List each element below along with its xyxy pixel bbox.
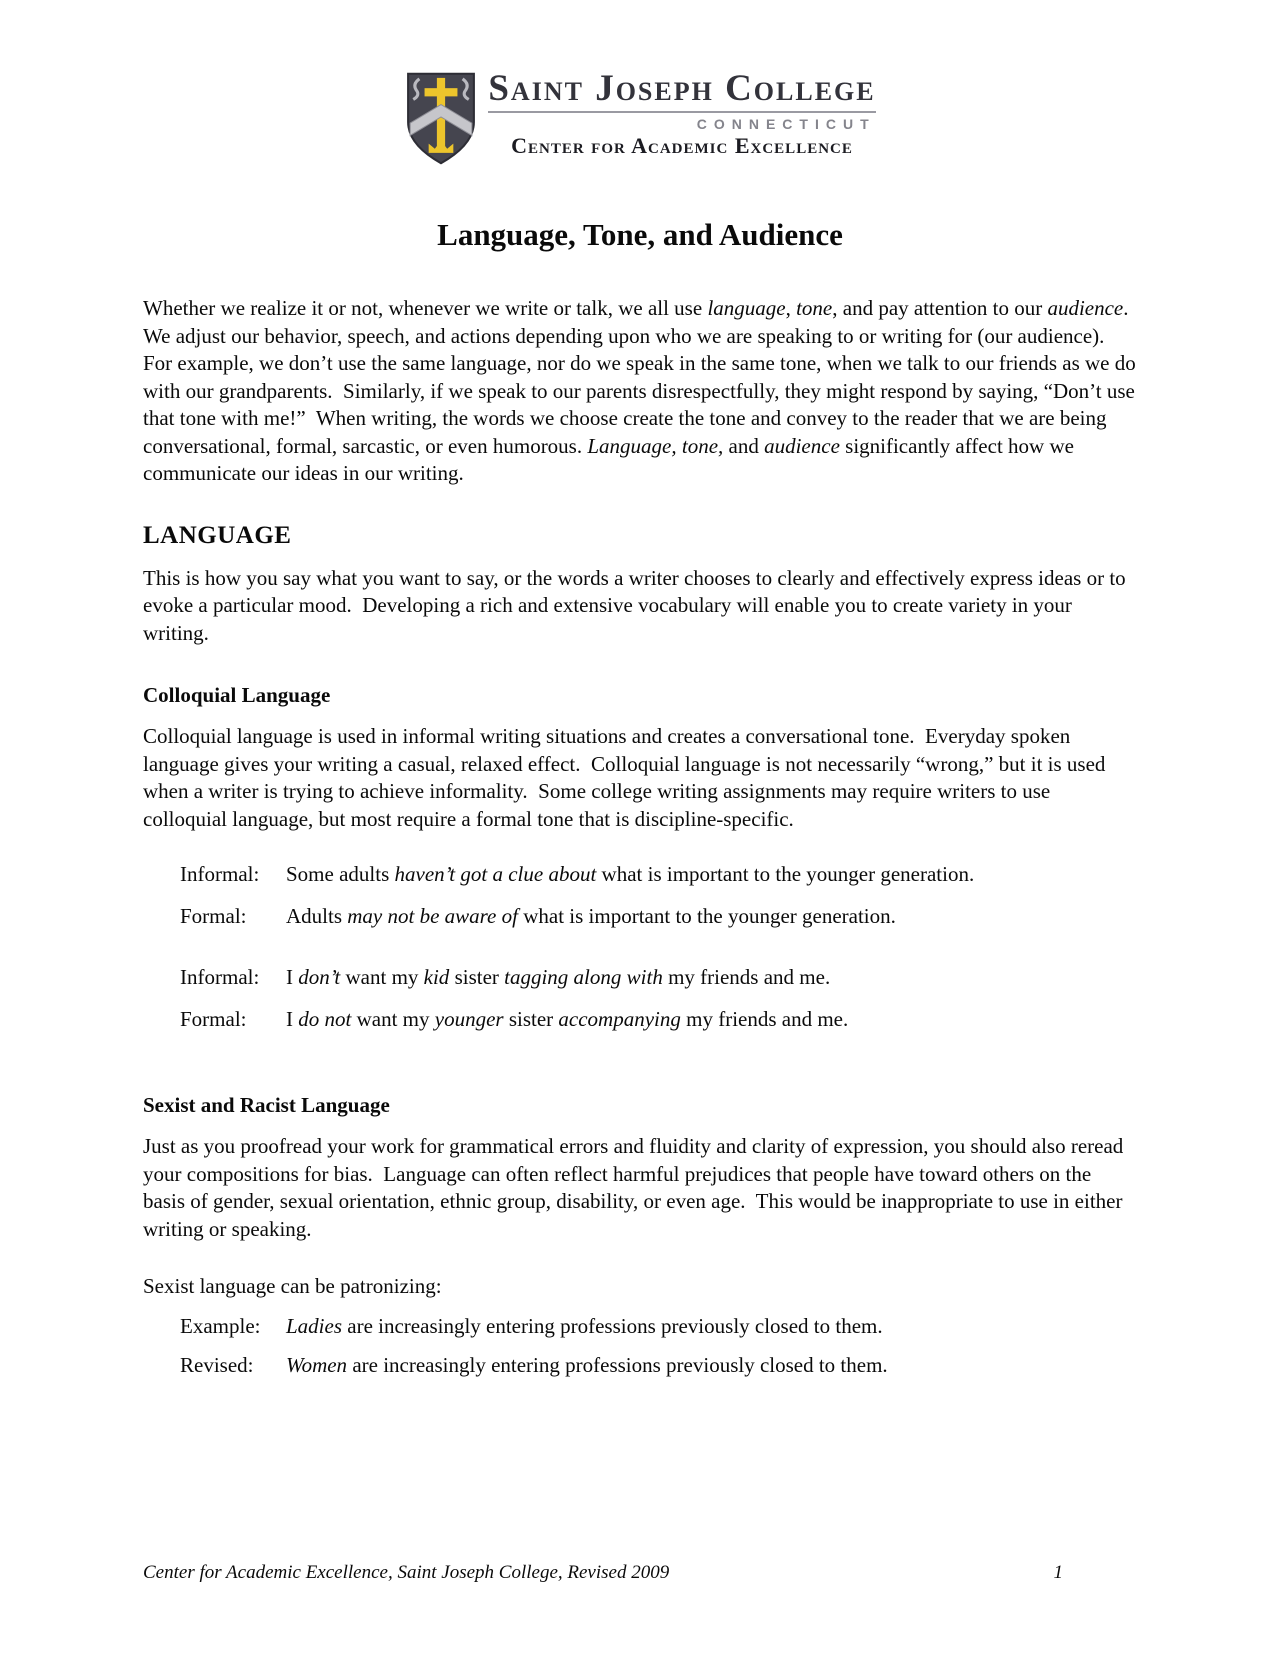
- colloquial-examples: [143, 861, 1137, 1033]
- example-row: [180, 903, 1137, 931]
- example-text: Some adults haven’t got a clue about what is important to the younger generation.: [286, 862, 975, 886]
- sexist-examples: [143, 1313, 1137, 1380]
- example-row: [180, 861, 1137, 889]
- college-crest-icon: [404, 70, 478, 173]
- example-text: Ladies are increasingly entering professions previously closed to them.: [286, 1313, 883, 1338]
- page-footer: [143, 1562, 1063, 1584]
- page-number: 1: [1053, 1562, 1063, 1583]
- example-row: [180, 1352, 1137, 1380]
- college-name: Saint Joseph College: [488, 68, 876, 109]
- footer-source-text: Center for Academic Excellence, Saint Joseph College, Revised 2009: [143, 1562, 670, 1583]
- logo-divider: [488, 111, 875, 113]
- sexist-lead-line: Sexist language can be patronizing:: [143, 1274, 442, 1298]
- section-heading-language: LANGUAGE: [143, 521, 292, 549]
- subsection-heading-colloquial: Colloquial Language: [143, 683, 331, 707]
- college-state: CONNECTICUT: [696, 115, 876, 132]
- example-label: Formal:: [180, 1006, 247, 1031]
- example-label: Informal:: [180, 965, 260, 989]
- example-label: Formal:: [180, 903, 247, 928]
- subsection-heading-sexist-racist: Sexist and Racist Language: [143, 1093, 390, 1117]
- example-text: Adults may not be aware of what is important to the younger generation.: [286, 903, 896, 928]
- college-logo: [143, 70, 1137, 173]
- example-label: Revised:: [180, 1353, 254, 1377]
- example-text: I do not want my younger sister accompanying my friends and me.: [286, 1006, 849, 1031]
- example-row: [180, 1313, 1137, 1341]
- example-label: Example:: [180, 1313, 261, 1338]
- example-row: [180, 1006, 1137, 1034]
- example-row: [180, 964, 1137, 992]
- center-name: Center for Academic Excellence: [511, 132, 853, 158]
- example-text: I don’t want my kid sister tagging along with my friends and me.: [286, 965, 831, 989]
- language-paragraph: This is how you say what you want to say, or the words a writer chooses to clearly and effectively express ideas or to evoke a particular mood. Developing a rich and extensive vocabulary will enable you to create variety in your writing.: [143, 565, 1131, 645]
- example-label: Informal:: [180, 862, 260, 886]
- page-title: Language, Tone, and Audience: [437, 217, 843, 252]
- example-text: Women are increasingly entering professions previously closed to them.: [286, 1353, 888, 1377]
- intro-paragraph: Whether we realize it or not, whenever we write or talk, we all use language, tone, and pay attention to our audience. We adjust our behavior, speech, and actions depending upon who we are speaking to or writing for (our audience). For example, we don’t use the same language, nor do we speak in the same tone, when we talk to our friends as we do with our grandparents. Similarly, if we speak to our parents disrespectfully, they might respond by saying, “Don’t use that tone with me!” When writing, the words we choose create the tone and convey to the reader that we are being conversational, formal, sarcastic, or even humorous. Language, tone, and audience significantly affect how we communicate our ideas in our writing.: [143, 296, 1142, 485]
- logo-text-block: [488, 70, 875, 159]
- sexist-paragraph: Just as you proofread your work for grammatical errors and fluidity and clarity of expression, you should also reread your compositions for bias. Language can often reflect harmful prejudices that people have toward others on the basis of gender, sexual orientation, ethnic group, disability, or even age. This would be inappropriate to use in either writing or speaking.: [143, 1134, 1129, 1241]
- colloquial-paragraph: Colloquial language is used in informal writing situations and creates a conversational tone. Everyday spoken language gives your writing a casual, relaxed effect. Colloquial language is not necessarily “wrong,” but it is used when a writer is trying to achieve informality. Some college writing assignments may require writers to use colloquial language, but most require a formal tone that is discipline-specific.: [143, 724, 1111, 831]
